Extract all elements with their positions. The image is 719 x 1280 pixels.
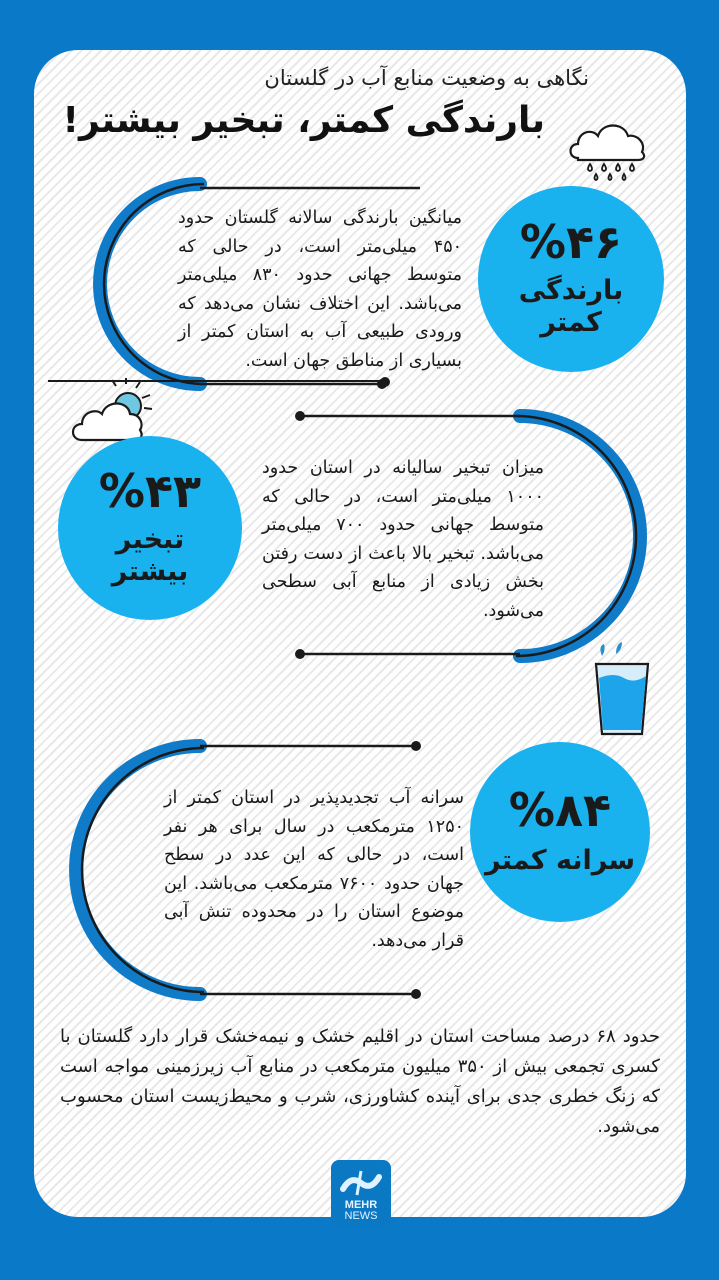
stat-circle-per-capita [470, 742, 650, 922]
divider-line [48, 380, 384, 382]
rain-cloud-icon [566, 118, 650, 182]
stat-circle-evaporation [58, 436, 242, 620]
divider-dot [380, 377, 390, 387]
stat-value: %۴۶ [519, 214, 623, 269]
section-text-evaporation: میزان تبخیر سالیانه در استان حدود ۱۰۰۰ میلی‌متر است، در حالی که متوسط جهانی حدود ۷۰۰ میلی‌متر می‌باشد. تبخیر بالا باعث از دست رفتن بخش زیادی از منابع آبی سطحی می‌شود. [262, 458, 544, 621]
mehr-news-logo[interactable] [331, 1160, 391, 1226]
stat-circle-rainfall [478, 186, 664, 372]
stat-label: بیشتر [111, 556, 189, 587]
stat-value: %۸۴ [508, 782, 612, 837]
logo-text: NEWS [344, 1210, 378, 1222]
page-title: بارندگی کمتر، تبخیر بیشتر! [62, 100, 545, 141]
stat-label: تبخیر [115, 523, 185, 555]
section-text-per-capita: سرانه آب تجدیدپذیر در استان کمتر از ۱۲۵۰ مترمکعب در سال برای هر نفر است، در حالی که این عدد در سطح جهان حدود ۷۶۰۰ مترمکعب می‌باشد. این موضوع استان را در محدوده تنش آبی قرار می‌دهد. [164, 788, 464, 951]
water-glass-icon [590, 640, 654, 740]
subtitle: نگاهی به وضعیت منابع آب در گلستان [264, 66, 589, 90]
stat-label: بارندگی [518, 274, 624, 306]
section-text-rainfall: میانگین بارندگی سالانه گلستان حدود ۴۵۰ میلی‌متر است، در حالی که متوسط جهانی حدود ۸۳۰ میلی‌متر می‌باشد. این اختلاف نشان می‌دهد که ورودی طبیعی آب به استان کمتر از بسیاری از مناطق جهان است. [178, 208, 462, 371]
footer-text: حدود ۶۸ درصد مساحت استان در اقلیم خشک و نیمه‌خشک قرار دارد گلستان با کسری تجمعی بیش از ۳۵۰ میلیون مترمکعب در منابع آب زیرزمینی مواجه است که زنگ خطری جدی برای آینده کشاورزی، شرب و محیط‌زیست استان محسوب می‌شود. [60, 1026, 661, 1137]
mehr-logo-icon [339, 1167, 383, 1197]
stat-label: سرانه کمتر [484, 844, 636, 876]
logo-text: MEHR [344, 1199, 378, 1211]
stat-value: %۴۳ [98, 463, 202, 518]
stat-label: کمتر [540, 307, 602, 338]
